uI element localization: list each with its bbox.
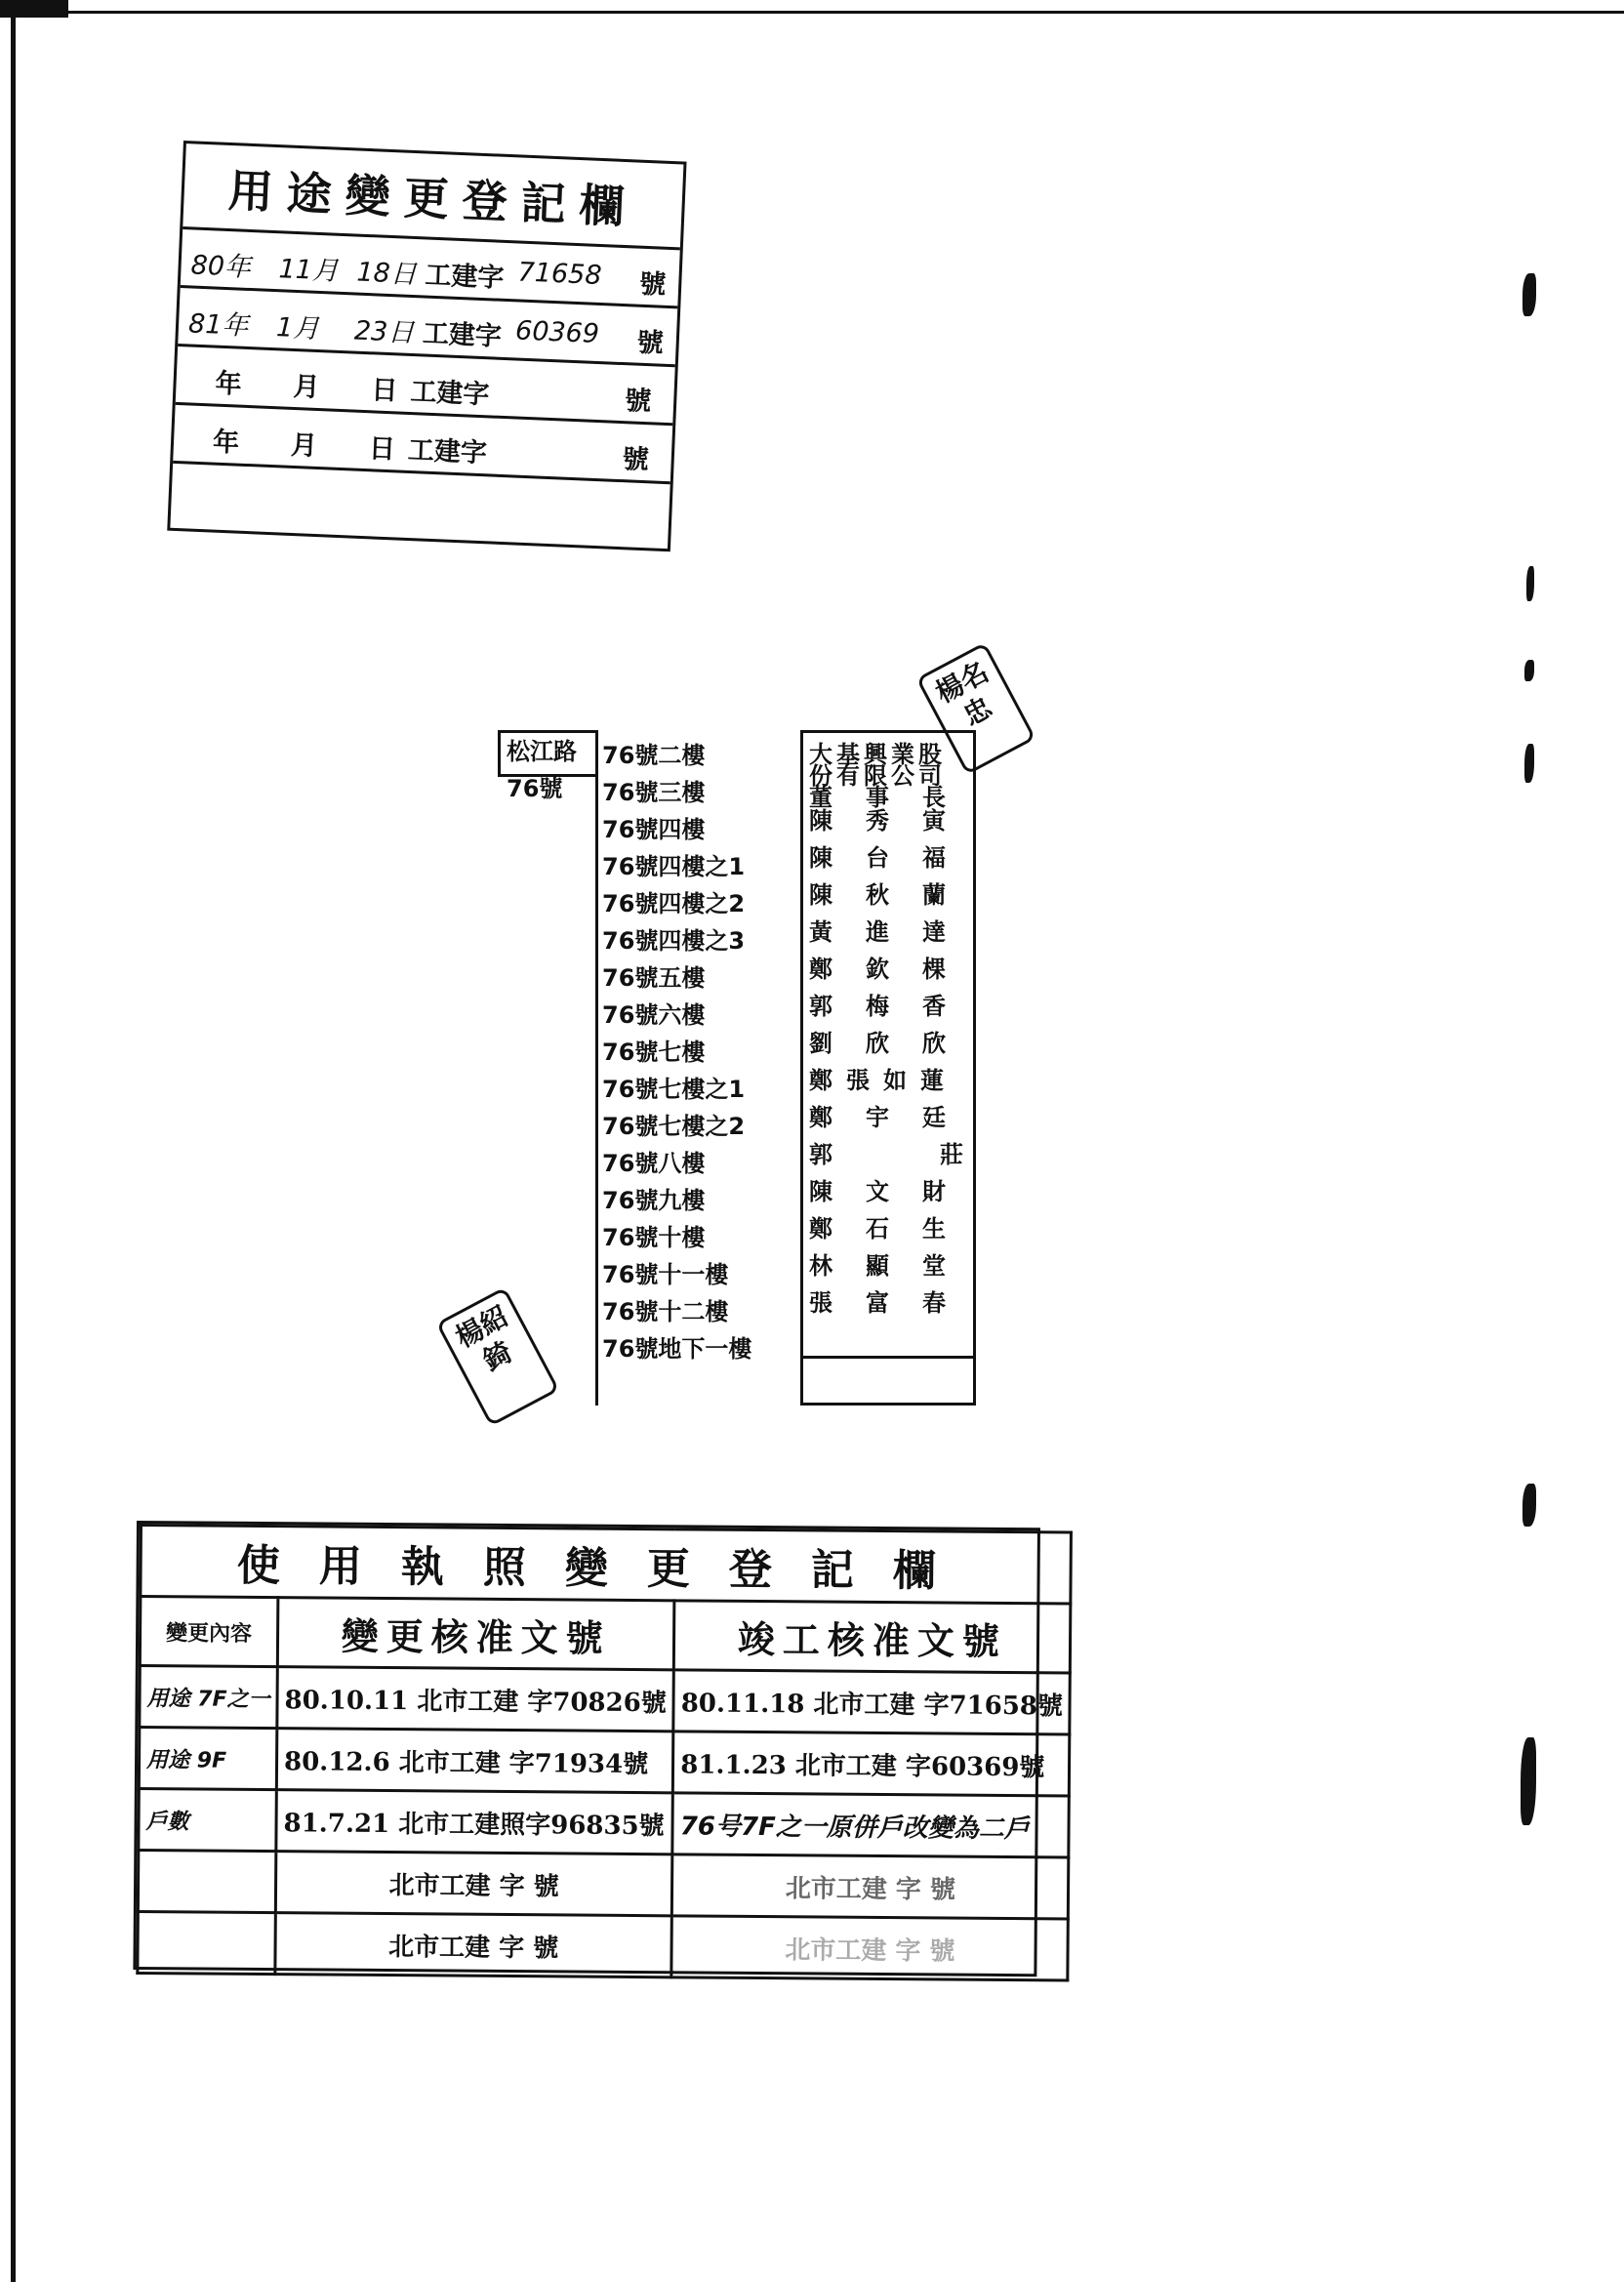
address-item: 76號十樓	[602, 1224, 706, 1251]
completion-approval-number: 80.11.18 北市工建 字71658號	[673, 1670, 1071, 1734]
address-item: 76號四樓之2	[602, 890, 746, 917]
license-register-title: 使用執照變更登記欄	[141, 1526, 1072, 1604]
tenant-name: 鄭宇廷	[809, 1104, 979, 1131]
scan-corner-mark	[0, 0, 68, 18]
scan-top-edge	[0, 0, 1624, 14]
suffix: 號	[636, 327, 665, 359]
tenant-name: 陳台福	[809, 844, 979, 872]
company-title: 董事長	[809, 784, 979, 811]
tenant-name: 張富春	[809, 1289, 979, 1317]
doc-number: 71658	[516, 257, 603, 292]
office: 工建字	[424, 260, 506, 294]
table-row	[139, 1728, 1070, 1796]
seal-stamp-lower: 楊紹錡	[436, 1286, 560, 1427]
office: 工建字	[409, 376, 491, 411]
header-change-approval: 變更核准文號	[277, 1598, 674, 1670]
change-content	[138, 1851, 275, 1913]
tenant-name: 鄭張如蓮	[809, 1067, 957, 1094]
change-content: 用途 7F之一	[140, 1666, 277, 1729]
header-content: 變更內容	[140, 1597, 278, 1667]
company-name-line2: 份有限公司	[809, 762, 946, 790]
suffix: 號	[622, 444, 650, 476]
punch-mark	[1522, 273, 1536, 316]
completion-approval-number: 北市工建 字 號	[672, 1854, 1070, 1919]
month: 1月	[275, 312, 320, 345]
tenant-name: 郭梅香	[809, 993, 979, 1020]
tenant-list	[498, 730, 1071, 1413]
year: 年	[212, 427, 240, 459]
address-item: 76號六樓	[602, 1001, 706, 1029]
punch-mark	[1521, 1737, 1536, 1825]
name-column	[800, 730, 1071, 1406]
day: 23日	[353, 315, 415, 349]
office: 工建字	[407, 434, 488, 469]
completion-approval-number: 81.1.23 北市工建 字60369號	[673, 1732, 1071, 1796]
usage-change-register	[167, 141, 686, 551]
tenant-name: 黃進達	[809, 918, 979, 946]
day: 日	[370, 375, 399, 407]
address-item: 76號七樓之2	[602, 1113, 746, 1140]
change-content: 用途 9F	[139, 1728, 276, 1790]
doc-number: 60369	[514, 315, 600, 349]
usage-register-title: 用途變更登記欄	[183, 143, 683, 250]
address-item: 76號四樓之1	[602, 853, 746, 880]
suffix: 號	[638, 268, 667, 301]
change-approval-number: 北市工建 字 號	[275, 1852, 672, 1916]
address-item: 76號地下一樓	[602, 1335, 752, 1363]
tenant-name: 劉欣欣	[809, 1030, 979, 1057]
table-row	[138, 1851, 1069, 1919]
header-completion-approval: 竣工核准文號	[674, 1601, 1072, 1673]
change-content	[138, 1912, 275, 1975]
tenant-name: 陳秋蘭	[809, 881, 979, 909]
address-item: 76號十一樓	[602, 1261, 729, 1288]
tenant-name: 陳秀寅	[809, 807, 979, 835]
year: 81年	[187, 308, 250, 342]
day: 日	[368, 433, 396, 466]
change-approval-number: 81.7.21 北市工建照字96835號	[276, 1790, 673, 1854]
tenant-name: 郭莊	[809, 1141, 1071, 1168]
company-name-line1: 大基興業股	[809, 741, 946, 768]
completion-approval-number: 76号7F之一原併戶改變為二戶	[672, 1793, 1070, 1857]
seal-stamp-upper: 楊名忠	[915, 642, 1035, 775]
license-register-table	[136, 1524, 1073, 1981]
tenant-name: 陳文財	[809, 1178, 979, 1205]
change-approval-number: 80.10.11 北市工建 字70826號	[277, 1667, 674, 1732]
punch-mark	[1522, 1484, 1536, 1527]
change-approval-number: 80.12.6 北市工建 字71934號	[276, 1729, 673, 1793]
change-approval-number: 北市工建 字 號	[275, 1913, 672, 1977]
office: 工建字	[422, 318, 503, 352]
table-row	[138, 1912, 1069, 1980]
table-row	[139, 1789, 1070, 1857]
tenant-name: 鄭欽棵	[809, 956, 979, 983]
tenant-name: 林顯堂	[809, 1252, 979, 1280]
address-item: 76號四樓	[602, 816, 706, 843]
name-column-divider	[803, 1356, 973, 1359]
address-item: 76號三樓	[602, 779, 706, 806]
address-item: 76號五樓	[602, 964, 706, 992]
tenant-name: 鄭石生	[809, 1215, 979, 1243]
address-item: 76號四樓之3	[602, 927, 746, 955]
address-item: 76號二樓	[602, 742, 706, 769]
address-item: 76號九樓	[602, 1187, 706, 1214]
punch-mark	[1524, 660, 1534, 681]
address-column	[595, 730, 800, 1406]
month: 11月	[277, 254, 340, 287]
address-item: 76號七樓之1	[602, 1076, 746, 1103]
scan-left-edge	[0, 0, 16, 2282]
month: 月	[292, 371, 321, 404]
completion-approval-number: 北市工建 字 號	[671, 1916, 1069, 1980]
punch-mark	[1524, 744, 1534, 783]
address-item: 76號八樓	[602, 1150, 706, 1177]
license-change-register	[133, 1521, 1064, 1976]
address-item: 76號七樓	[602, 1039, 706, 1066]
day: 18日	[355, 257, 418, 291]
address-item: 76號十二樓	[602, 1298, 729, 1325]
change-content: 戶數	[139, 1789, 276, 1852]
year: 年	[214, 368, 243, 400]
usage-register-blank-row	[169, 464, 670, 577]
street-address: 松江路76號	[498, 730, 595, 777]
month: 月	[290, 429, 318, 462]
punch-mark	[1526, 566, 1534, 601]
suffix: 號	[624, 386, 652, 418]
table-row	[140, 1666, 1071, 1734]
year: 80年	[190, 250, 252, 283]
